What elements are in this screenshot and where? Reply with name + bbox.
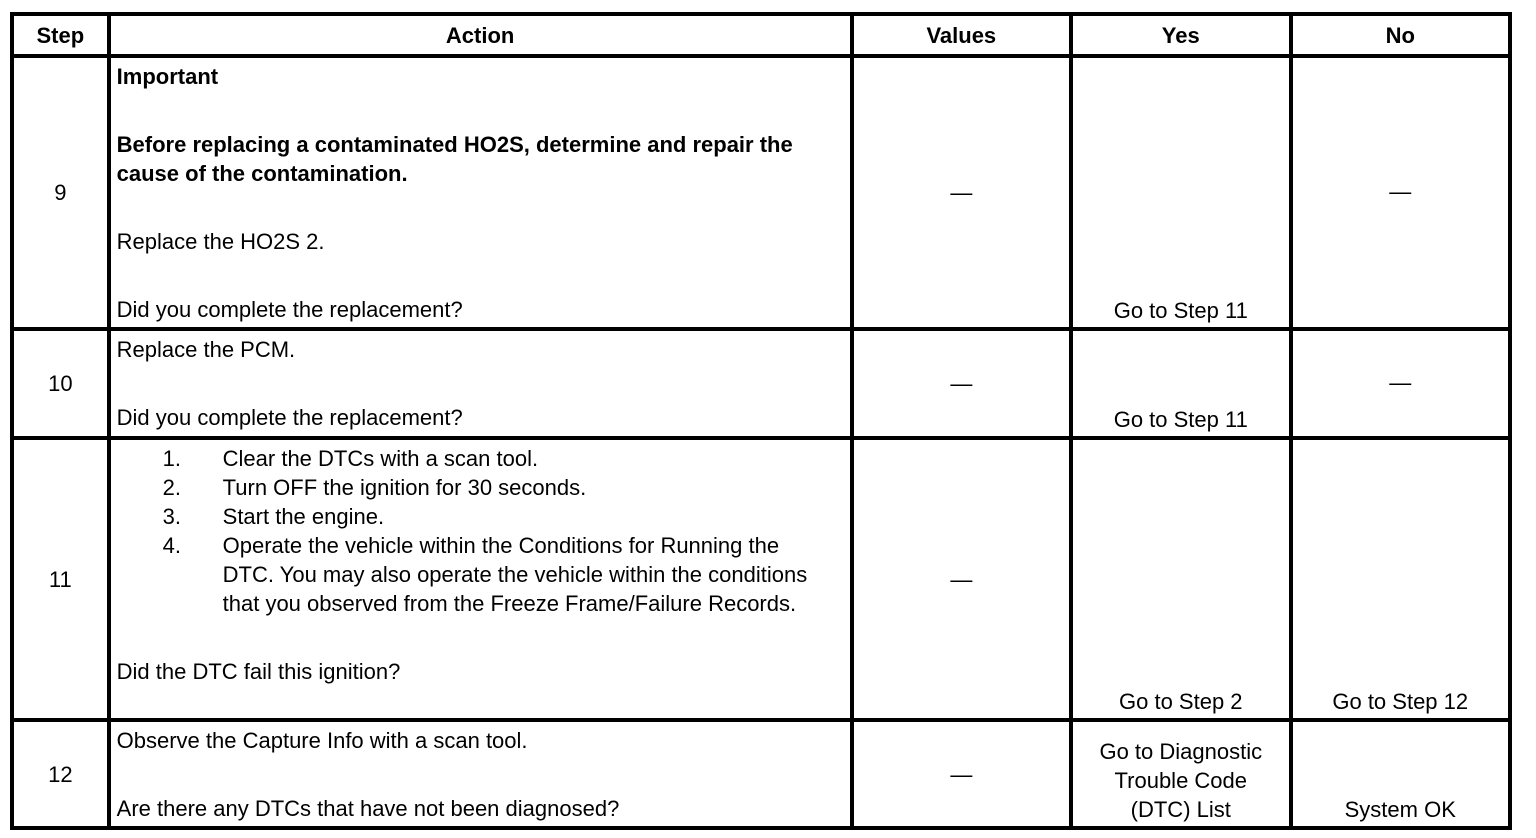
procedure-list xyxy=(117,444,844,618)
step-number: 11 xyxy=(12,438,109,720)
header-values: Values xyxy=(852,14,1071,56)
header-no: No xyxy=(1291,14,1511,56)
action-cell xyxy=(109,438,852,720)
diagnostic-table xyxy=(10,12,1512,830)
no-cell: Go to Step 12 xyxy=(1291,438,1511,720)
list-item: 2. Turn OFF the ignition for 30 seconds. xyxy=(162,475,587,500)
table-row-step-10 xyxy=(12,329,1510,438)
header-step: Step xyxy=(12,14,109,56)
list-item: 3. Start the engine. xyxy=(162,504,385,529)
yes-cell: Go to Step 2 xyxy=(1071,438,1290,720)
header-action: Action xyxy=(109,14,852,56)
yes-cell: Go to Step 11 xyxy=(1071,329,1290,438)
yes-cell: Go to Step 11 xyxy=(1071,56,1290,329)
values-cell: — xyxy=(852,329,1071,438)
step-number: 10 xyxy=(12,329,109,438)
no-cell: — xyxy=(1291,56,1511,329)
question-text: Did the DTC fail this ignition? xyxy=(116,659,401,684)
values-cell: — xyxy=(852,438,1071,720)
header-row xyxy=(12,14,1510,56)
action-cell xyxy=(109,56,852,329)
question-text: Did you complete the replacement? xyxy=(116,405,463,430)
no-cell: — xyxy=(1291,329,1511,438)
table-row-step-11 xyxy=(12,438,1510,720)
step-number: 12 xyxy=(12,720,109,828)
values-cell: — xyxy=(852,56,1071,329)
table-row-step-9 xyxy=(12,56,1510,329)
header-yes: Yes xyxy=(1071,14,1290,56)
question-text: Did you complete the replacement? xyxy=(116,297,463,322)
action-cell xyxy=(109,720,852,828)
instruction-text: Observe the Capture Info with a scan tool. xyxy=(116,728,528,753)
no-cell: System OK xyxy=(1291,720,1511,828)
instruction-text: Replace the PCM. xyxy=(116,337,296,362)
table-row-step-12 xyxy=(12,720,1510,828)
list-item: 4. Operate the vehicle within the Conditions for Running the DTC. You may also operate the vehicle within the conditions that you observed from the Freeze Frame/Failure Records. xyxy=(162,533,808,616)
action-cell xyxy=(109,329,852,438)
important-text: Before replacing a contaminated HO2S, determine and repair the cause of the contamination. xyxy=(116,132,793,186)
step-number: 9 xyxy=(12,56,109,329)
important-heading: Important xyxy=(116,64,219,89)
values-cell: — xyxy=(852,720,1071,828)
question-text: Are there any DTCs that have not been diagnosed? xyxy=(116,796,620,821)
instruction-text: Replace the HO2S 2. xyxy=(116,229,325,254)
list-item: 1. Clear the DTCs with a scan tool. xyxy=(162,446,539,471)
yes-cell: Go to Diagnostic Trouble Code (DTC) List xyxy=(1071,720,1290,828)
